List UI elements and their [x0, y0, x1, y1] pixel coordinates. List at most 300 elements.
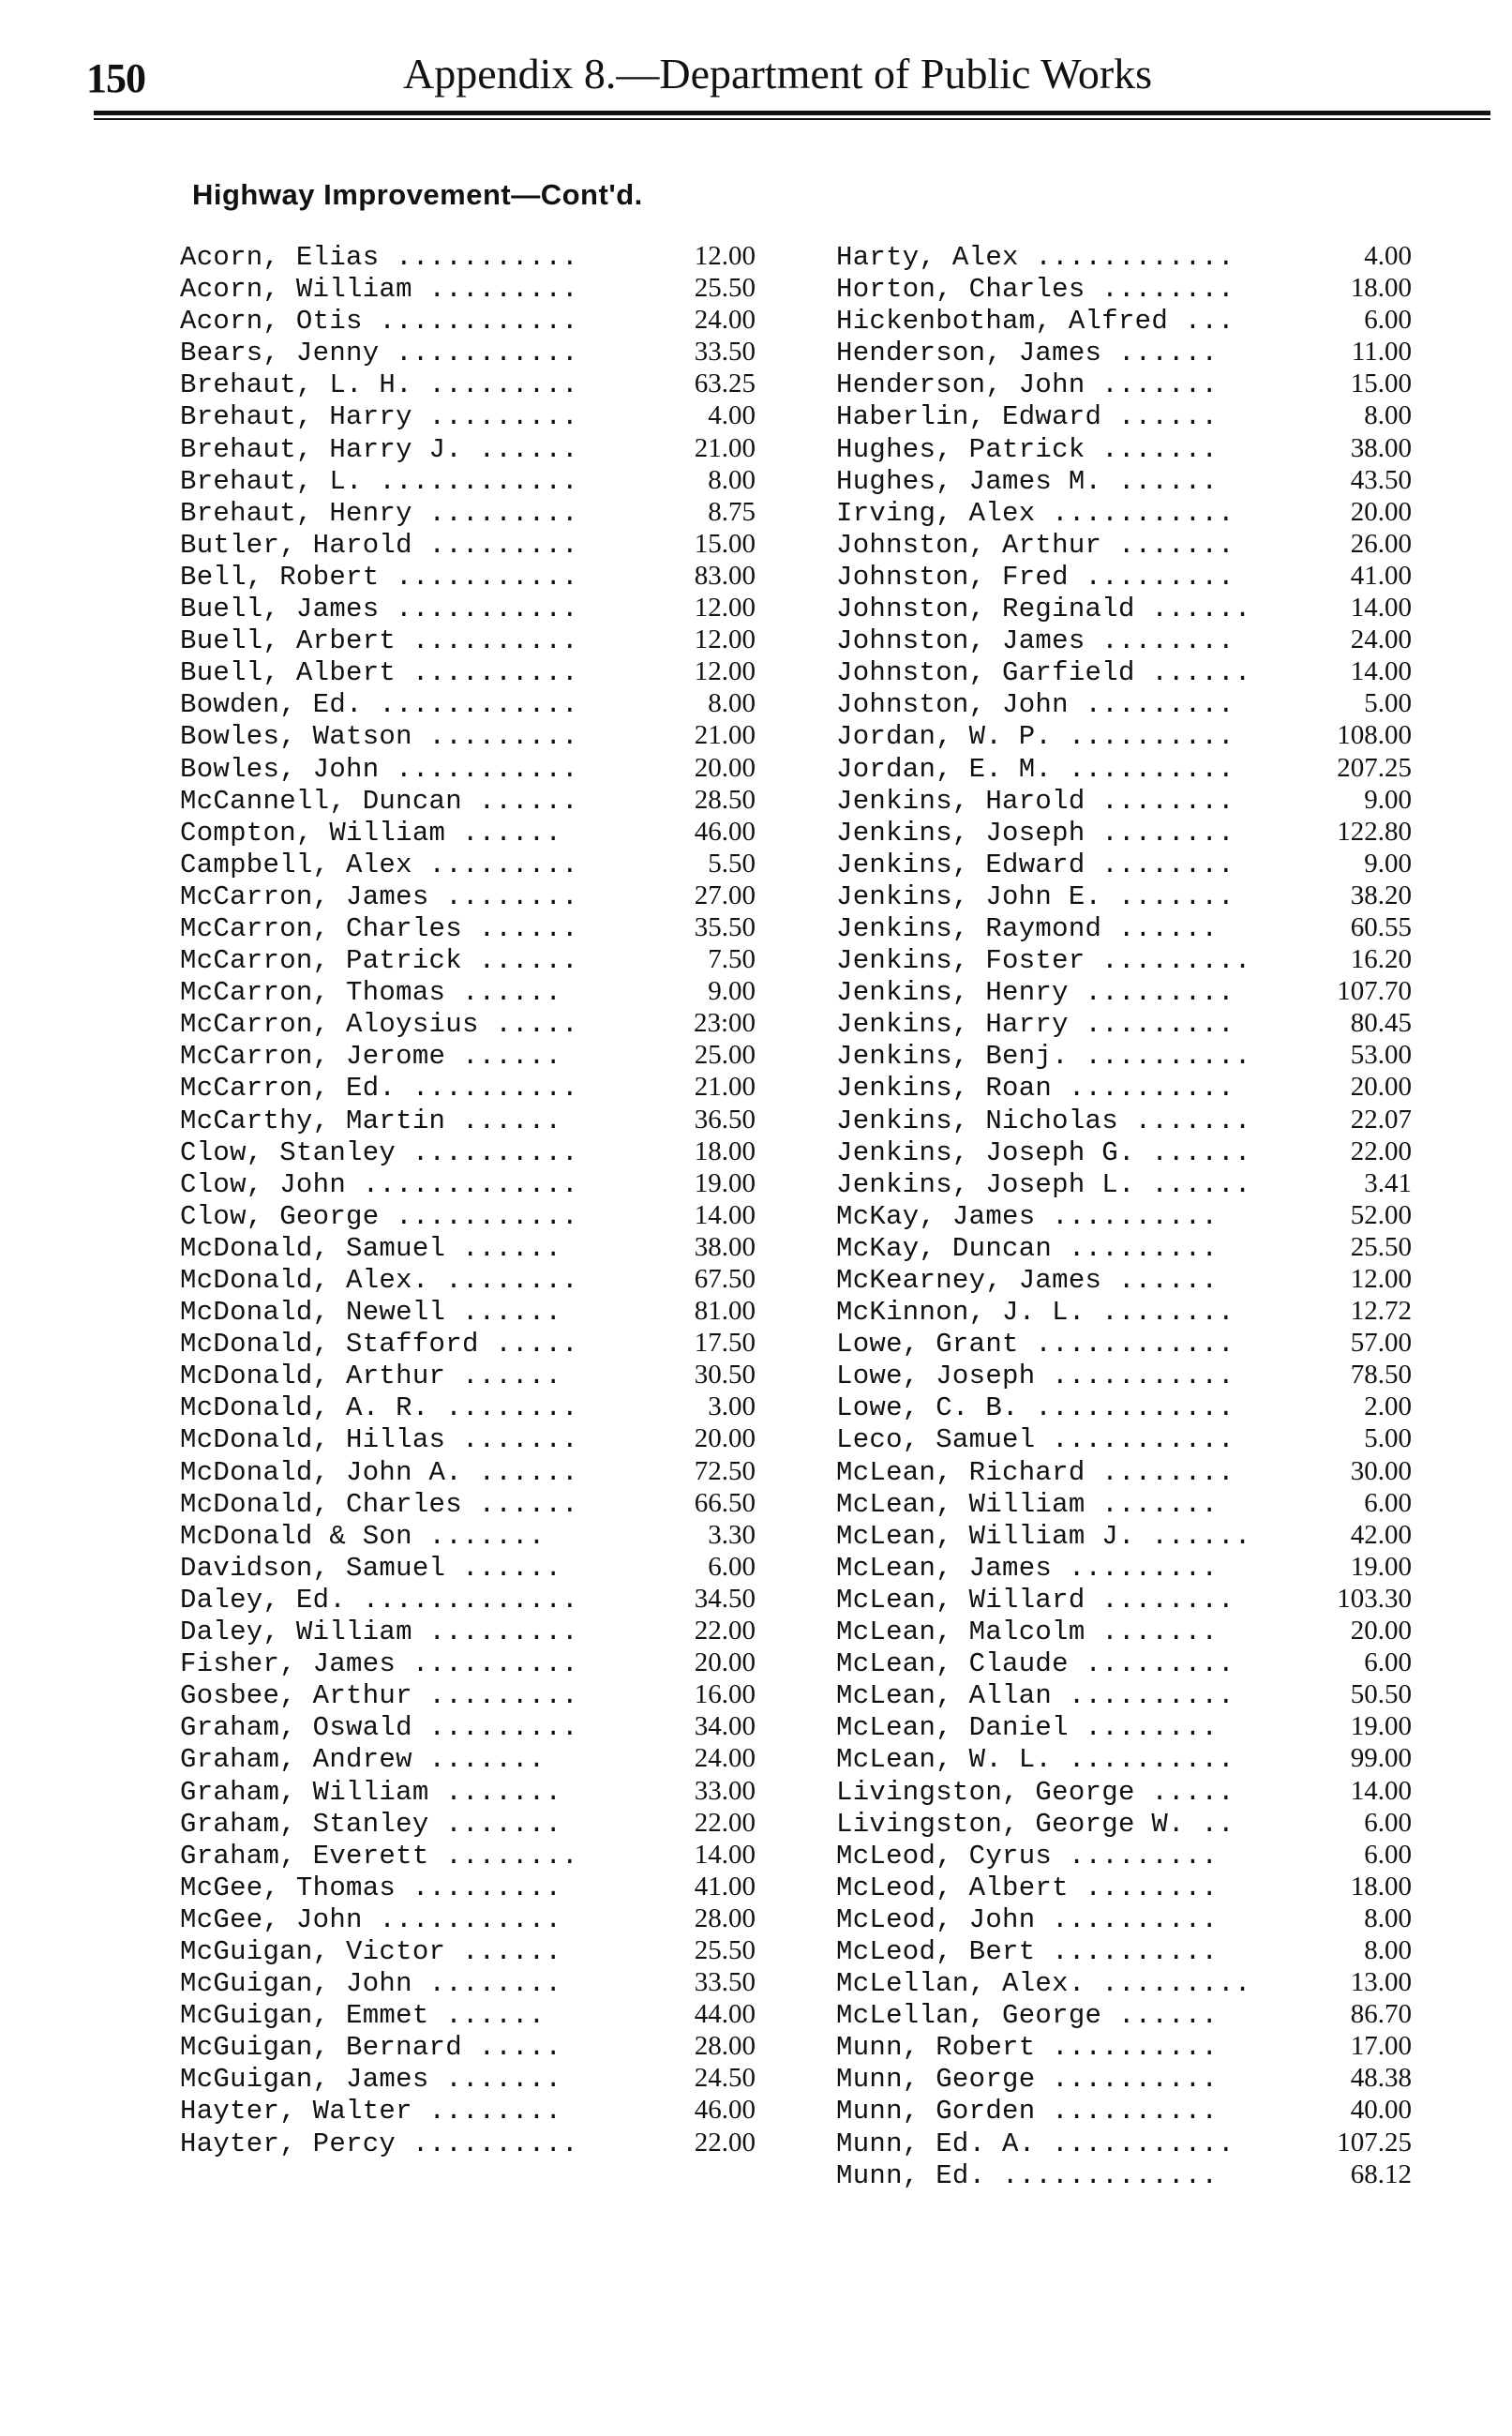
entry-name: Jenkins, Joseph ........ — [836, 817, 1235, 849]
ledger-entry — [180, 1998, 756, 2030]
entry-name: McGuigan, Victor ...... — [180, 1935, 562, 1967]
ledger-entry — [836, 1071, 1412, 1103]
ledger-entry — [836, 1422, 1412, 1454]
ledger-entry — [180, 911, 756, 943]
ledger-entry — [180, 1135, 756, 1167]
ledger-entry — [836, 880, 1412, 911]
ledger-entry — [836, 1742, 1412, 1774]
entry-amount: 60.55 — [1350, 911, 1412, 942]
ledger-entry — [836, 2127, 1412, 2158]
ledger-entry — [836, 1519, 1412, 1551]
entry-amount: 8.00 — [1364, 1902, 1412, 1933]
entry-amount: 24.00 — [1350, 624, 1412, 655]
entry-name: McDonald, Arthur ...... — [180, 1361, 562, 1392]
ledger-entry — [836, 624, 1412, 655]
ledger-entry — [836, 1104, 1412, 1135]
entry-amount: 6.00 — [1364, 1839, 1412, 1870]
entry-name: Johnston, Garfield ...... — [836, 657, 1251, 689]
entry-amount: 14.00 — [1350, 593, 1412, 624]
ledger-entry — [180, 1199, 756, 1231]
left-column — [180, 240, 756, 2158]
ledger-entry — [180, 432, 756, 464]
entry-name: McLean, William J. ...... — [836, 1520, 1251, 1552]
ledger-entry — [180, 560, 756, 592]
entry-name: Daley, William ......... — [180, 1616, 578, 1648]
entry-amount: 6.00 — [1364, 305, 1412, 336]
entry-amount: 19.00 — [1350, 1711, 1412, 1742]
entry-name: Bowles, John ........... — [180, 753, 578, 785]
entry-name: McLeod, Bert .......... — [836, 1935, 1219, 1967]
entry-name: McGuigan, John ........ — [180, 1968, 562, 2000]
entry-amount: 14.00 — [694, 1199, 756, 1230]
entry-name: Leco, Samuel ........... — [836, 1424, 1235, 1456]
entry-amount: 14.00 — [1350, 656, 1412, 687]
entry-amount: 12.00 — [694, 241, 756, 271]
entry-name: Brehaut, L. ............ — [180, 465, 578, 497]
entry-name: McLeod, Albert ........ — [836, 1872, 1219, 1903]
ledger-entry — [836, 1871, 1412, 1902]
entry-amount: 23:00 — [693, 1008, 756, 1039]
entry-amount: 46.00 — [694, 816, 756, 847]
entry-name: Jenkins, Joseph L. ...... — [836, 1168, 1251, 1200]
entry-amount: 48.38 — [1350, 2063, 1412, 2094]
entry-name: McCarron, James ........ — [180, 880, 578, 912]
ledger-entry — [180, 1455, 756, 1487]
entry-amount: 5.00 — [1364, 688, 1412, 719]
entry-name: McCarron, Charles ...... — [180, 912, 578, 944]
entry-amount: 18.00 — [1350, 1871, 1412, 1902]
ledger-entry — [180, 848, 756, 880]
entry-name: Acorn, Otis ............ — [180, 306, 578, 338]
entry-amount: 108.00 — [1337, 720, 1412, 751]
ledger-entry — [836, 432, 1412, 464]
entry-name: McGee, Thomas ......... — [180, 1872, 562, 1903]
entry-amount: 122.80 — [1337, 816, 1412, 847]
ledger-entry — [836, 1998, 1412, 2030]
entry-name: Jenkins, Roan .......... — [836, 1073, 1235, 1105]
entry-name: McLean, William ....... — [836, 1488, 1219, 1520]
entry-name: Buell, Arbert .......... — [180, 625, 578, 657]
entry-name: Daley, Ed. ............. — [180, 1584, 578, 1616]
ledger-entry — [180, 784, 756, 816]
entry-amount: 57.00 — [1350, 1328, 1412, 1359]
entry-name: McLeod, Cyrus ......... — [836, 1840, 1219, 1872]
ledger-entry — [180, 1391, 756, 1422]
entry-name: Lowe, Grant ............ — [836, 1329, 1235, 1361]
ledger-entry — [836, 1327, 1412, 1359]
ledger-entry — [836, 399, 1412, 431]
entry-amount: 20.00 — [1350, 496, 1412, 527]
ledger-entry — [180, 975, 756, 1007]
entry-amount: 42.00 — [1350, 1519, 1412, 1550]
entry-name: McDonald, Samuel ...... — [180, 1232, 562, 1264]
ledger-entry — [836, 464, 1412, 496]
entry-amount: 15.00 — [1350, 368, 1412, 399]
ledger-entry — [836, 592, 1412, 624]
ledger-entry — [836, 943, 1412, 975]
entry-amount: 12.00 — [694, 593, 756, 624]
ledger-entry — [836, 1167, 1412, 1199]
entry-name: McCarron, Aloysius ..... — [180, 1009, 578, 1041]
entry-amount: 18.00 — [1350, 273, 1412, 304]
entry-amount: 6.00 — [1364, 1487, 1412, 1518]
entry-amount: 24.50 — [694, 2063, 756, 2094]
entry-name: Acorn, William ......... — [180, 274, 578, 306]
entry-amount: 81.00 — [694, 1296, 756, 1327]
entry-name: Clow, Stanley .......... — [180, 1136, 578, 1168]
ledger-entry — [180, 464, 756, 496]
entry-amount: 8.75 — [708, 496, 756, 527]
entry-amount: 38.00 — [1350, 432, 1412, 463]
ledger-entry — [836, 1902, 1412, 1934]
entry-amount: 14.00 — [1350, 1775, 1412, 1806]
ledger-entry — [180, 1583, 756, 1615]
entry-amount: 41.00 — [1350, 560, 1412, 591]
entry-name: Graham, Stanley ....... — [180, 1808, 562, 1840]
section-heading: Highway Improvement—Cont'd. — [192, 178, 643, 211]
entry-name: McCannell, Duncan ...... — [180, 785, 578, 817]
entry-amount: 12.00 — [694, 624, 756, 655]
entry-amount: 16.20 — [1350, 944, 1412, 975]
entry-name: Graham, Everett ........ — [180, 1840, 578, 1872]
entry-amount: 13.00 — [1350, 1967, 1412, 1998]
entry-name: Campbell, Alex ......... — [180, 849, 578, 880]
entry-amount: 72.50 — [694, 1455, 756, 1486]
entry-name: Bowden, Ed. ............ — [180, 689, 578, 721]
ledger-entry — [180, 272, 756, 304]
entry-name: Bell, Robert ........... — [180, 561, 578, 593]
entry-name: Livingston, George ..... — [836, 1776, 1235, 1808]
ledger-entry — [180, 1551, 756, 1583]
ledger-entry — [180, 1966, 756, 1998]
entry-name: McCarron, Thomas ...... — [180, 977, 562, 1009]
ledger-entry — [836, 1391, 1412, 1422]
ledger-entry — [180, 1647, 756, 1678]
entry-name: Bears, Jenny ........... — [180, 338, 578, 369]
entry-name: Jenkins, Nicholas ....... — [836, 1105, 1251, 1136]
ledger-entry — [180, 304, 756, 336]
entry-amount: 24.00 — [694, 305, 756, 336]
entry-amount: 25.50 — [694, 273, 756, 304]
entry-amount: 22.07 — [1350, 1104, 1412, 1135]
entry-name: Henderson, James ...... — [836, 338, 1219, 369]
ledger-entry — [836, 1678, 1412, 1710]
ledger-entry — [836, 911, 1412, 943]
entry-amount: 11.00 — [1351, 337, 1412, 368]
entry-amount: 27.00 — [694, 880, 756, 910]
entry-amount: 6.00 — [1364, 1647, 1412, 1678]
entry-name: Brehaut, Harry J. ...... — [180, 433, 578, 465]
ledger-entry — [180, 624, 756, 655]
entry-name: Fisher, James .......... — [180, 1648, 578, 1680]
ledger-entry — [836, 272, 1412, 304]
entry-amount: 99.00 — [1350, 1743, 1412, 1774]
ledger-entry — [836, 975, 1412, 1007]
entry-name: McDonald, Charles ...... — [180, 1488, 578, 1520]
entry-name: McKay, Duncan ......... — [836, 1232, 1219, 1264]
entry-name: McCarron, Ed. .......... — [180, 1073, 578, 1105]
entry-amount: 17.00 — [1350, 2031, 1412, 2062]
entry-amount: 8.00 — [708, 464, 756, 495]
entry-name: McLellan, George ...... — [836, 2000, 1219, 2032]
entry-name: Hayter, Percy .......... — [180, 2128, 578, 2159]
ledger-entry — [836, 2158, 1412, 2190]
ledger-entry — [836, 655, 1412, 687]
ledger-entry — [836, 1551, 1412, 1583]
ledger-entry — [180, 1422, 756, 1454]
entry-amount: 33.00 — [694, 1775, 756, 1806]
right-column — [836, 240, 1412, 2190]
ledger-entry — [836, 816, 1412, 848]
ledger-entry — [836, 687, 1412, 719]
entry-name: Davidson, Samuel ...... — [180, 1552, 562, 1584]
entry-amount: 17.50 — [694, 1328, 756, 1359]
entry-amount: 41.00 — [694, 1871, 756, 1902]
entry-name: Graham, Andrew ....... — [180, 1744, 546, 1776]
ledger-entry — [836, 1647, 1412, 1678]
entry-amount: 20.00 — [694, 1423, 756, 1454]
ledger-entry — [180, 1104, 756, 1135]
entry-amount: 8.00 — [1364, 400, 1412, 431]
ledger-entry — [836, 1039, 1412, 1071]
entry-name: McLean, Willard ........ — [836, 1584, 1235, 1616]
entry-name: McGee, John ........... — [180, 1903, 562, 1935]
entry-name: Bowles, Watson ......... — [180, 721, 578, 753]
entry-amount: 5.00 — [1364, 1423, 1412, 1454]
entry-amount: 20.00 — [694, 752, 756, 783]
ledger-entry — [180, 1231, 756, 1263]
entry-amount: 68.12 — [1350, 2158, 1412, 2189]
entry-name: Haberlin, Edward ...... — [836, 401, 1219, 433]
ledger-entry — [180, 2030, 756, 2062]
entry-amount: 80.45 — [1350, 1008, 1412, 1039]
entry-amount: 25.50 — [1350, 1231, 1412, 1262]
ledger-entry — [180, 1934, 756, 1966]
entry-amount: 19.00 — [1350, 1551, 1412, 1582]
ledger-entry — [180, 1071, 756, 1103]
entry-amount: 207.25 — [1337, 752, 1412, 783]
ledger-entry — [180, 1710, 756, 1742]
entry-name: Jordan, W. P. .......... — [836, 721, 1235, 753]
entry-amount: 30.00 — [1350, 1455, 1412, 1486]
entry-name: Munn, Gorden .......... — [836, 2096, 1219, 2128]
ledger-entry — [180, 2094, 756, 2126]
ledger-entry — [180, 1167, 756, 1199]
ledger-entry — [180, 687, 756, 719]
page-number: 150 — [86, 55, 145, 101]
entry-name: Jenkins, Benj. .......... — [836, 1041, 1251, 1073]
entry-name: Lowe, C. B. ............ — [836, 1392, 1235, 1424]
ledger-entry — [836, 1295, 1412, 1327]
ledger-entry — [180, 496, 756, 528]
entry-name: McLean, Richard ........ — [836, 1456, 1235, 1488]
entry-amount: 50.50 — [1350, 1679, 1412, 1710]
entry-name: McDonald, Newell ...... — [180, 1297, 562, 1329]
ledger-entry — [836, 2030, 1412, 2062]
ledger-entry — [180, 1871, 756, 1902]
ledger-entry — [836, 1966, 1412, 1998]
entry-name: McKearney, James ...... — [836, 1265, 1219, 1296]
entry-name: McKinnon, J. L. ........ — [836, 1297, 1235, 1329]
ledger-entry — [180, 1039, 756, 1071]
ledger-entry — [836, 1583, 1412, 1615]
entry-name: McCarron, Patrick ...... — [180, 945, 578, 977]
entry-amount: 44.00 — [694, 1999, 756, 2030]
entry-amount: 66.50 — [694, 1487, 756, 1518]
ledger-entry — [836, 496, 1412, 528]
entry-name: Buell, Albert .......... — [180, 657, 578, 689]
ledger-entry — [836, 1839, 1412, 1871]
entry-amount: 38.20 — [1350, 880, 1412, 910]
entry-amount: 22.00 — [694, 1807, 756, 1838]
entry-name: McDonald, A. R. ........ — [180, 1392, 578, 1424]
entry-amount: 107.25 — [1337, 2127, 1412, 2158]
entry-amount: 20.00 — [1350, 1616, 1412, 1647]
entry-name: Graham, William ....... — [180, 1776, 562, 1808]
ledger-entry — [836, 304, 1412, 336]
entry-amount: 8.00 — [708, 688, 756, 719]
entry-amount: 24.00 — [694, 1743, 756, 1774]
ledger-entry — [180, 816, 756, 848]
ledger-entry — [180, 2127, 756, 2158]
entry-amount: 28.00 — [694, 1902, 756, 1933]
ledger-entry — [180, 1007, 756, 1039]
entry-name: Jenkins, Foster ......... — [836, 945, 1251, 977]
entry-amount: 28.50 — [694, 784, 756, 815]
ledger-entry — [836, 752, 1412, 784]
entry-amount: 4.00 — [708, 400, 756, 431]
entry-name: Hughes, Patrick ....... — [836, 433, 1219, 465]
entry-name: McLean, Malcolm ....... — [836, 1616, 1219, 1648]
entry-amount: 18.00 — [694, 1135, 756, 1166]
entry-name: Brehaut, L. H. ......... — [180, 369, 578, 401]
ledger-entry — [836, 1775, 1412, 1807]
ledger-entry — [836, 1135, 1412, 1167]
entry-name: Johnston, Arthur ....... — [836, 529, 1235, 561]
entry-name: Buell, James ........... — [180, 594, 578, 625]
entry-amount: 19.00 — [694, 1167, 756, 1198]
entry-amount: 22.00 — [1350, 1135, 1412, 1166]
entry-name: McDonald, Hillas ....... — [180, 1424, 578, 1456]
entry-amount: 12.72 — [1350, 1296, 1412, 1327]
ledger-entry — [180, 1295, 756, 1327]
entry-amount: 46.00 — [694, 2095, 756, 2126]
entry-name: Livingston, George W. .. — [836, 1808, 1235, 1840]
entry-amount: 63.25 — [694, 368, 756, 399]
entry-name: McLean, Claude ......... — [836, 1648, 1235, 1680]
entry-amount: 86.70 — [1350, 1999, 1412, 2030]
ledger-entry — [836, 1487, 1412, 1519]
entry-name: Henderson, John ....... — [836, 369, 1219, 401]
entry-name: Jenkins, Joseph G. ...... — [836, 1136, 1251, 1168]
ledger-entry — [836, 2062, 1412, 2094]
entry-name: McDonald, Stafford ..... — [180, 1329, 578, 1361]
ledger-entry — [180, 943, 756, 975]
entry-name: McLean, W. L. .......... — [836, 1744, 1235, 1776]
entry-amount: 78.50 — [1350, 1360, 1412, 1391]
entry-name: Graham, Oswald ......... — [180, 1712, 578, 1744]
ledger-entry — [180, 1263, 756, 1295]
entry-amount: 30.50 — [694, 1360, 756, 1391]
entry-amount: 12.00 — [694, 656, 756, 687]
entry-name: McLeod, John .......... — [836, 1903, 1219, 1935]
entry-amount: 67.50 — [694, 1264, 756, 1294]
entry-amount: 25.00 — [694, 1040, 756, 1071]
entry-amount: 9.00 — [1364, 848, 1412, 879]
entry-name: McKay, James .......... — [836, 1200, 1219, 1232]
entry-amount: 8.00 — [1364, 1934, 1412, 1965]
ledger-entry — [180, 1902, 756, 1934]
entry-name: Munn, Ed. A. ........... — [836, 2128, 1235, 2159]
entry-name: Irving, Alex ........... — [836, 497, 1235, 529]
ledger-entry — [180, 1359, 756, 1391]
entry-name: McDonald, Alex. ........ — [180, 1265, 578, 1296]
entry-amount: 9.00 — [1364, 784, 1412, 815]
entry-name: Compton, William ...... — [180, 817, 562, 849]
entry-amount: 3.30 — [708, 1519, 756, 1550]
ledger-entry — [180, 1742, 756, 1774]
ledger-entry — [180, 592, 756, 624]
ledger-entry — [180, 1775, 756, 1807]
entry-name: Jenkins, John E. ....... — [836, 880, 1235, 912]
entry-amount: 53.00 — [1350, 1040, 1412, 1071]
entry-name: Lowe, Joseph ........... — [836, 1361, 1235, 1392]
ledger-entry — [180, 752, 756, 784]
ledger-entry — [836, 1710, 1412, 1742]
entry-name: Butler, Harold ......... — [180, 529, 578, 561]
entry-name: Johnston, John ......... — [836, 689, 1235, 721]
ledger-entry — [836, 1231, 1412, 1263]
entry-name: Hayter, Walter ........ — [180, 2096, 562, 2128]
entry-name: Horton, Charles ........ — [836, 274, 1235, 306]
entry-name: Hickenbotham, Alfred ... — [836, 306, 1235, 338]
ledger-entry — [836, 1807, 1412, 1839]
ledger-entry — [836, 368, 1412, 399]
entry-amount: 25.50 — [694, 1934, 756, 1965]
entry-name: McDonald, John A. ...... — [180, 1456, 578, 1488]
entry-amount: 3.41 — [1364, 1167, 1412, 1198]
entry-name: Clow, George ........... — [180, 1200, 578, 1232]
entry-amount: 26.00 — [1350, 528, 1412, 559]
entry-amount: 22.00 — [694, 1616, 756, 1647]
ledger-entry — [180, 1678, 756, 1710]
entry-name: Harty, Alex ............ — [836, 242, 1235, 273]
entry-amount: 15.00 — [694, 528, 756, 559]
page-header: Appendix 8.—Department of Public Works — [403, 50, 1153, 98]
ledger-entry — [836, 1455, 1412, 1487]
ledger-entry — [180, 399, 756, 431]
ledger-entry — [180, 719, 756, 751]
entry-name: Johnston, Fred ......... — [836, 561, 1235, 593]
entry-amount: 34.00 — [694, 1711, 756, 1742]
entry-name: Jordan, E. M. .......... — [836, 753, 1235, 785]
header-rule — [94, 111, 1490, 120]
ledger-entry — [836, 848, 1412, 880]
ledger-entry — [180, 880, 756, 911]
ledger-entry — [836, 240, 1412, 272]
entry-amount: 20.00 — [1350, 1072, 1412, 1103]
entry-amount: 7.50 — [708, 944, 756, 975]
ledger-entry — [836, 2094, 1412, 2126]
entry-name: Munn, Ed. ............. — [836, 2159, 1219, 2191]
entry-name: McLean, Daniel ........ — [836, 1712, 1219, 1744]
entry-name: McGuigan, James ....... — [180, 2064, 562, 2096]
entry-name: McDonald & Son ....... — [180, 1520, 546, 1552]
ledger-entry — [836, 336, 1412, 368]
ledger-entry — [180, 655, 756, 687]
entry-name: McGuigan, Emmet ...... — [180, 2000, 546, 2032]
entry-amount: 33.50 — [694, 337, 756, 368]
